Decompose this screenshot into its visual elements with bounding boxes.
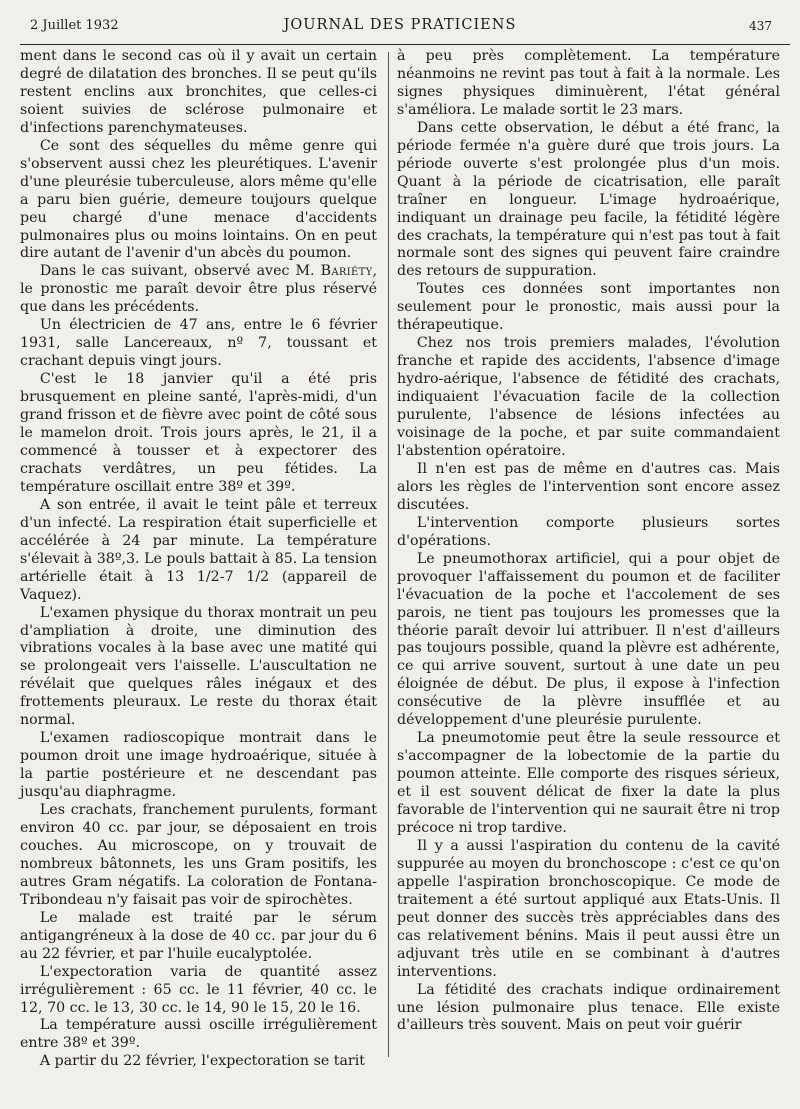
paragraph: à peu près complètement. La température néanmoins ne revint pas tout à fait à la normale. Les signes physiques diminuèrent, l'état général s'améliora. Le malade sortit le 23 mars. <box>397 48 780 118</box>
paragraph: La fétidité des crachats indique ordinairement une lésion pulmonaire plus tenace. Elle existe d'ailleurs très souvent. Mais on peut voir guérir <box>397 981 780 1034</box>
paragraph <box>20 263 377 317</box>
right-column <box>397 48 780 1035</box>
paragraph: Il y a aussi l'aspiration du contenu de la cavité suppurée au moyen du bronchoscope : c'est ce qu'on appelle l'aspiration bronchoscopique. Ce mode de traitement a été surtout appliqué aux Etats-Unis. Il peut donner des succès très appréciables dans des cas relativement bénins. Mais il peut aussi être un adjuvant très utile en se combinant à d'autres interventions. <box>397 837 780 980</box>
header-rule <box>20 44 790 45</box>
left-column <box>20 48 377 1071</box>
paragraph: La pneumotomie peut être la seule ressource et s'accompagner de la lobectomie de la partie du poumon atteinte. Elle comporte des risques sérieux, et il est souvent délicat de fixer la date la plus favorable de l'intervention qui ne saurait être ni trop précoce ni trop tardive. <box>397 730 780 836</box>
text-run: , le pronostic me paraît devoir être plus réservé que dans les précédents. <box>20 263 377 316</box>
text-run: Dans le cas suivant, observé avec M. <box>39 263 321 280</box>
column-divider <box>388 52 389 1057</box>
paragraph: ment dans le second cas où il y avait un certain degré de dilatation des bronches. Il se peut qu'ils restent enclins aux bronchites, que celles-ci soient suivies de sclérose pulmonaire et d'infections parenchymateuses. <box>20 48 377 136</box>
page-number: 437 <box>749 19 772 33</box>
paragraph: Toutes ces données sont importantes non seulement pour le pronostic, mais aussi pour la thérapeutique. <box>397 281 780 334</box>
paragraph: Le pneumothorax artificiel, qui a pour objet de provoquer l'affaissement du poumon et de faciliter l'évacuation de la poche et l'accolement de ses parois, ne tient pas toujours les promesses que la théorie paraît devoir lui attribuer. Il n'est d'ailleurs pas toujours possible, quand la plèvre est adhérente, ce qui arrive souvent, surtout à une date un peu éloignée de début. De plus, il expose à l'infection consécutive de la plèvre insufflée et au développement d'une pleurésie purulente. <box>397 550 780 729</box>
paragraph: A partir du 22 février, l'expectoration se tarit <box>39 1053 365 1070</box>
author-name: Bariéty <box>320 263 373 280</box>
paragraph: La température aussi oscille irrégulièrement entre 38º et 39º. <box>20 1017 377 1052</box>
paragraph: L'intervention comporte plusieurs sortes d'opérations. <box>397 514 780 549</box>
page-header <box>0 0 800 44</box>
paragraph: L'expectoration varia de quantité assez irrégulièrement : 65 cc. le 11 février, 40 cc. le 12, 70 cc. le 13, 30 cc. le 14, 90 le 15, 20 le 16. <box>20 963 377 1016</box>
header-date: 2 Juillet 1932 <box>30 18 119 33</box>
paragraph: Le malade est traité par le sérum antigangréneux à la dose de 40 cc. par jour du 6 au 22 février, et par l'huile eucalyptolée. <box>20 909 377 962</box>
paragraph: L'examen physique du thorax montrait un peu d'ampliation à droite, une diminution des vibrations vocales à la base avec une matité qui se prolongeait vers l'aisselle. L'auscultation ne révélait que quelques râles inégaux et des frottements pleuraux. Le reste du thorax était normal. <box>20 604 377 729</box>
paragraph: Chez nos trois premiers malades, l'évolution franche et rapide des accidents, l'absence d'image hydro-aérique, l'absence de fétidité des crachats, indiquaient l'évacuation facile de la collection purulente, l'absence de lésions infectées au voisinage de la poche, et par suite commandaient l'abstention opératoire. <box>397 335 780 459</box>
paragraph: Un électricien de 47 ans, entre le 6 février 1931, salle Lancereaux, nº 7, toussant et crachant depuis vingt jours. <box>20 317 377 370</box>
paragraph: Les crachats, franchement purulents, formant environ 40 cc. par jour, se déposaient en trois couches. Au microscope, on y trouvait de nombreux bâtonnets, les uns Gram positifs, les autres Gram négatifs. La coloration de Fontana-Tribondeau n'y faisait pas voir de spirochètes. <box>20 802 377 908</box>
paragraph: Ce sont des séquelles du même genre qui s'observent aussi chez les pleurétiques. L'avenir d'une pleurésie tuberculeuse, alors même qu'elle a paru bien guérie, demeure toujours quelque peu chargé d'une menace d'accidents pulmonaires plus ou moins lointains. On en peut dire autant de l'avenir d'un abcès du poumon. <box>20 137 377 262</box>
journal-title: JOURNAL DES PRATICIENS <box>283 17 517 33</box>
paragraph: Dans cette observation, le début a été franc, la période fermée n'a guère duré que trois jours. La période ouverte s'est prolongée plus d'un mois. Quant à la période de cicatrisation, elle paraît traîner en longueur. L'image hydroaérique, indiquant un drainage peu facile, la fétidité légère des crachats, la température qui n'est pas tout à fait normale sont des signes qui peuvent faire craindre des retours de suppuration. <box>397 119 780 280</box>
paragraph: A son entrée, il avait le teint pâle et terreux d'un infecté. La respiration était superficielle et accélérée à 24 par minute. La température s'élevait à 38º,3. Le pouls battait à 85. La tension artérielle était à 13 1/2-7 1/2 (appareil de Vaquez). <box>20 496 377 603</box>
paragraph: L'examen radioscopique montrait dans le poumon droit une image hydroaérique, située à la partie postérieure et ne descendant pas jusqu'au diaphragme. <box>20 730 377 801</box>
paragraph: C'est le 18 janvier qu'il a été pris brusquement en pleine santé, l'après-midi, d'un grand frisson et de fièvre avec point de côté sous le mamelon droit. Trois jours après, le 21, il a commencé à tousser et à expectorer des crachats verdâtres, un peu fétides. La température oscillait entre 38º et 39º. <box>20 371 377 495</box>
paragraph: Il n'en est pas de même en d'autres cas. Mais alors les règles de l'intervention sont encore assez discutées. <box>397 460 780 513</box>
